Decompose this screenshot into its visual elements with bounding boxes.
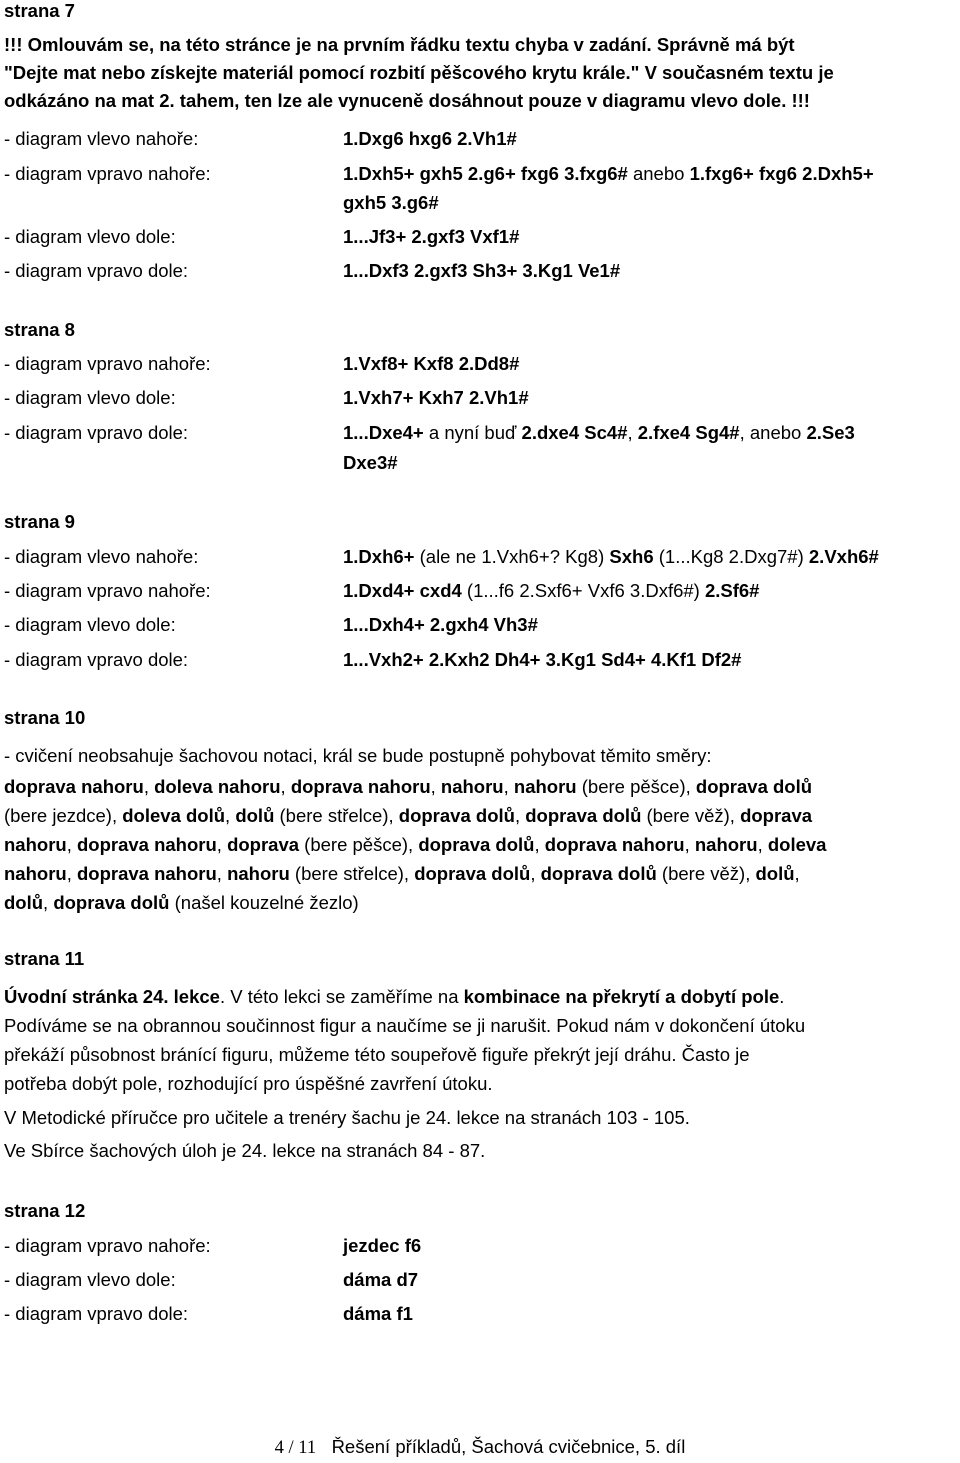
diagram-label: - diagram vpravo nahoře: <box>4 353 211 374</box>
diagram-label: - diagram vpravo nahoře: <box>4 580 211 601</box>
bold-run: doprava dolů <box>540 863 657 884</box>
solution-move: 1.Dxd4+ cxd4 <box>343 580 462 601</box>
bold-run: doprava <box>227 834 300 855</box>
bold-run: kombinace na překrytí a dobytí pole <box>463 986 780 1007</box>
text-run: , <box>530 863 541 884</box>
text-run: . V této lekci se zaměříme na <box>219 986 464 1007</box>
direction-line <box>4 886 359 920</box>
bold-run: doprava nahoru <box>4 776 144 797</box>
solution-text: 1...Vxh2+ 2.Kxh2 Dh4+ 3.Kg1 Sd4+ 4.Kf1 Df2# <box>343 649 742 670</box>
bold-run: doprava dolů <box>414 863 531 884</box>
text-run: Ve Sbírce šachových úloh je 24. lekce na stranách 84 - 87. <box>4 1140 486 1161</box>
solution-text <box>343 540 879 574</box>
text-run: , <box>225 805 236 826</box>
bold-run: dolů <box>235 805 275 826</box>
solution-text <box>343 574 759 608</box>
paragraph-line <box>4 1067 493 1101</box>
text-run: (bere střelce), <box>289 863 415 884</box>
text-run: V Metodické příručce pro učitele a trenéry šachu je 24. lekce na stranách 103 - 105. <box>4 1107 690 1128</box>
solution-continuation: Dxe3# <box>343 452 398 473</box>
solution-text: 1...Jf3+ 2.gxf3 Vxf1# <box>343 226 520 247</box>
diagram-label: - diagram vpravo nahoře: <box>4 163 211 184</box>
solution-text: 1...Dxf3 2.gxf3 Sh3+ 3.Kg1 Ve1# <box>343 260 621 281</box>
bold-run: nahoru <box>4 863 67 884</box>
text-run: , <box>503 776 514 797</box>
text-run: , <box>794 863 800 884</box>
text-run: , <box>43 892 54 913</box>
note-line: !!! Omlouvám se, na této stránce je na prvním řádku textu chyba v zadání. Správně má být <box>4 34 795 55</box>
diagram-label: - diagram vpravo dole: <box>4 1303 189 1324</box>
bold-run: doleva <box>767 834 827 855</box>
text-run: (bere pěšce), <box>576 776 696 797</box>
exercise-intro: - cvičení neobsahuje šachovou notaci, král se bude postupně pohybovat těmito směry: <box>4 745 712 766</box>
solution-text <box>343 416 855 450</box>
bold-run: doprava dolů <box>398 805 515 826</box>
solution-move: 2.Se3 <box>806 422 855 443</box>
bold-run: doprava nahoru <box>76 834 217 855</box>
solution-text: 1...Dxh4+ 2.gxh4 Vh3# <box>343 614 538 635</box>
solution-comment: (1...f6 2.Sxf6+ Vxf6 3.Dxf6#) <box>461 580 705 601</box>
solution-text: dáma f1 <box>343 1303 413 1324</box>
solution-move: 1...Dxe4+ <box>343 422 424 443</box>
bold-run: doprava nahoru <box>544 834 685 855</box>
text-run: překáží působnost bránící figuru, můžeme této soupeřově figuře překrýt její dráhu. Často je <box>4 1044 750 1065</box>
page-footer <box>0 1432 960 1463</box>
solution-comment: (ale ne 1.Vxh6+? Kg8) <box>414 546 610 567</box>
bold-run: doprava <box>740 805 813 826</box>
section-heading: strana 11 <box>4 948 85 969</box>
solution-move: 1.fxg6+ fxg6 2.Dxh5+ <box>689 163 874 184</box>
bold-run: dolů <box>755 863 795 884</box>
diagram-label: - diagram vlevo dole: <box>4 614 176 635</box>
text-run: , <box>757 834 768 855</box>
paragraph-line <box>4 1101 690 1135</box>
solution-move: 2.Vxh6# <box>808 546 879 567</box>
solution-text: jezdec f6 <box>343 1235 422 1256</box>
text-run: , <box>66 834 77 855</box>
text-run: , <box>66 863 77 884</box>
bold-run: nahoru <box>4 834 67 855</box>
text-run: (bere střelce), <box>274 805 399 826</box>
diagram-label: - diagram vlevo nahoře: <box>4 128 199 149</box>
diagram-label: - diagram vlevo dole: <box>4 387 176 408</box>
bold-run: doprava nahoru <box>290 776 431 797</box>
note-line: odkázáno na mat 2. tahem, ten lze ale vynuceně dosáhnout pouze v diagramu vlevo dole. !!! <box>4 90 810 111</box>
section-heading: strana 9 <box>4 511 75 532</box>
solution-text: 1.Vxh7+ Kxh7 2.Vh1# <box>343 387 529 408</box>
diagram-label: - diagram vlevo nahoře: <box>4 546 199 567</box>
bold-run: nahoru <box>513 776 577 797</box>
section-heading: strana 10 <box>4 707 86 728</box>
solution-comment: (1...Kg8 2.Dxg7#) <box>653 546 809 567</box>
solution-continuation: gxh5 3.g6# <box>343 192 439 213</box>
text-run: (bere věž), <box>641 805 741 826</box>
bold-run: nahoru <box>227 863 290 884</box>
text-run: , <box>684 834 695 855</box>
solution-text: 1.Dxg6 hxg6 2.Vh1# <box>343 128 517 149</box>
diagram-label: - diagram vpravo dole: <box>4 649 189 670</box>
text-run: , <box>430 776 441 797</box>
bold-run: doleva dolů <box>122 805 226 826</box>
note-line: "Dejte mat nebo získejte materiál pomocí rozbití pěšcového krytu krále." V současném textu je <box>4 62 834 83</box>
text-run: , <box>216 834 228 855</box>
text-run: Podíváme se na obrannou součinnost figur a naučíme se ji narušit. Pokud nám v dokončení útoku <box>4 1015 806 1036</box>
diagram-label: - diagram vlevo dole: <box>4 226 176 247</box>
solution-connector: , anebo <box>739 422 807 443</box>
solution-move: 2.fxe4 Sg4# <box>637 422 740 443</box>
solution-connector: anebo <box>627 163 690 184</box>
diagram-label: - diagram vpravo nahoře: <box>4 1235 211 1256</box>
section-heading: strana 8 <box>4 319 75 340</box>
page-number: 4 / 11 <box>274 1438 317 1458</box>
text-run: (bere věž), <box>656 863 756 884</box>
bold-run: doleva nahoru <box>154 776 281 797</box>
bold-run: nahoru <box>694 834 758 855</box>
section-heading: strana 7 <box>4 0 75 21</box>
bold-run: Úvodní stránka 24. lekce <box>4 986 220 1007</box>
text-run: . <box>779 986 785 1007</box>
diagram-label: - diagram vpravo dole: <box>4 260 189 281</box>
solution-text: 1.Vxf8+ Kxf8 2.Dd8# <box>343 353 520 374</box>
bold-run: doprava nahoru <box>76 863 217 884</box>
solution-text: dáma d7 <box>343 1269 419 1290</box>
text-run: potřeba dobýt pole, rozhodující pro úspěšné zavrření útoku. <box>4 1073 493 1094</box>
section-heading: strana 12 <box>4 1200 86 1221</box>
solution-move: 1.Dxh5+ gxh5 2.g6+ fxg6 3.fxg6# <box>343 163 628 184</box>
bold-run: nahoru <box>440 776 504 797</box>
text-run: , <box>280 776 291 797</box>
solution-move: Sxh6 <box>609 546 654 567</box>
bold-run: doprava dolů <box>525 805 642 826</box>
text-run: , <box>534 834 545 855</box>
solution-move: 2.Sf6# <box>704 580 760 601</box>
bold-run: doprava dolů <box>418 834 535 855</box>
diagram-label: - diagram vpravo dole: <box>4 422 189 443</box>
solution-move: 2.dxe4 Sc4# <box>521 422 628 443</box>
diagram-label: - diagram vlevo dole: <box>4 1269 176 1290</box>
solution-connector: , <box>627 422 638 443</box>
text-run: , <box>143 776 155 797</box>
bold-run: dolů <box>4 892 44 913</box>
text-run: , <box>514 805 526 826</box>
text-run: (našel kouzelné žezlo) <box>169 892 359 913</box>
text-run: (bere pěšce), <box>299 834 419 855</box>
bold-run: doprava dolů <box>695 776 813 797</box>
paragraph-line <box>4 1134 485 1168</box>
solution-connector: a nyní buď <box>423 422 522 443</box>
footer-title: Řešení příkladů, Šachová cvičebnice, 5. díl <box>331 1436 686 1457</box>
solution-move: 1.Dxh6+ <box>343 546 415 567</box>
bold-run: doprava dolů <box>53 892 170 913</box>
text-run: (bere jezdce), <box>4 805 123 826</box>
text-run: , <box>216 863 228 884</box>
